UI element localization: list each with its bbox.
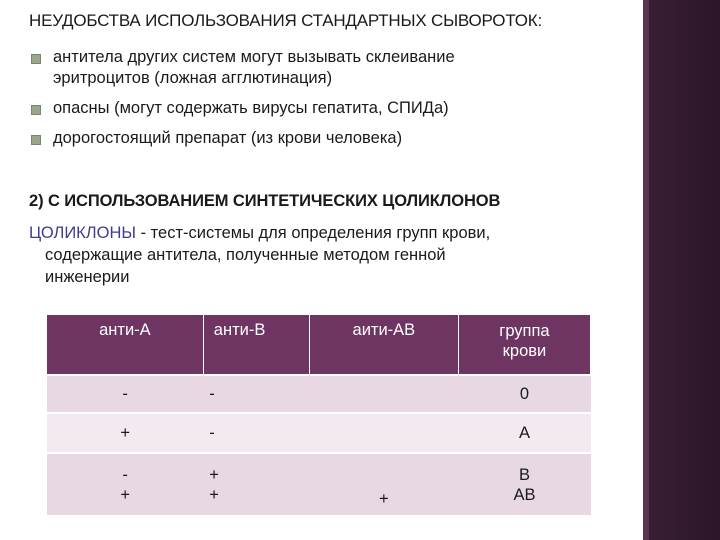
table-row [47, 453, 591, 515]
table-cell: + [309, 453, 458, 515]
bullet-square-icon [31, 105, 41, 115]
bullet-square-icon [31, 54, 41, 64]
definition-text: - тест-системы для определения групп крови, [135, 224, 491, 242]
table-header-row [47, 315, 591, 375]
section-heading: НЕУДОБСТВА ИСПОЛЬЗОВАНИЯ СТАНДАРТНЫХ СЫВОРОТОК: [29, 11, 542, 30]
bullet-square-icon [31, 135, 41, 145]
table-cell: - [47, 375, 203, 413]
cell-line: + [209, 485, 219, 504]
subsection-heading: 2) С ИСПОЛЬЗОВАНИЕМ СИНТЕТИЧЕСКИХ ЦОЛИКЛОНОВ [29, 192, 501, 210]
list-item [31, 47, 631, 89]
list-item-text: дорогостоящий препарат (из крови человека) [53, 129, 403, 147]
table-cell: - [203, 375, 309, 413]
cell-line: АВ [513, 485, 536, 504]
header-anti-a: анти-А [47, 315, 203, 375]
table-cell [47, 453, 203, 515]
cell-line: В [518, 465, 530, 484]
header-text: группа [499, 322, 550, 340]
table-row [47, 413, 591, 453]
list-item-text: антитела других систем могут вызывать склеивание [53, 48, 455, 66]
side-decor-band [643, 0, 720, 540]
header-blood-group [458, 315, 590, 375]
table-row [47, 375, 591, 413]
list-item-text: опасны (могут содержать вирусы гепатита, СПИДа) [53, 99, 449, 117]
table-cell [309, 375, 458, 413]
list-item [31, 98, 631, 119]
table-cell [309, 413, 458, 453]
cell-line: + [209, 465, 219, 484]
cell-line: + [120, 485, 130, 504]
blood-group-table [47, 315, 591, 515]
definition-term: ЦОЛИКЛОНЫ [29, 224, 136, 242]
table-cell: + [47, 413, 203, 453]
table-cell: - [203, 413, 309, 453]
list-item-text: эритроцитов (ложная агглютинация) [53, 69, 333, 87]
header-anti-ab: аити-АВ [309, 315, 458, 375]
header-anti-b: анти-В [203, 315, 309, 375]
table-cell [203, 453, 309, 515]
header-text: крови [502, 342, 547, 360]
list-item [31, 128, 631, 149]
definition-paragraph [29, 222, 639, 288]
definition-text: содержащие антитела, полученные методом генной [45, 246, 446, 264]
table-cell: 0 [458, 375, 590, 413]
definition-text: инженерии [45, 268, 130, 286]
table-cell [458, 453, 590, 515]
cell-line: - [122, 465, 128, 484]
table-cell: А [458, 413, 590, 453]
drawbacks-list [31, 47, 631, 158]
